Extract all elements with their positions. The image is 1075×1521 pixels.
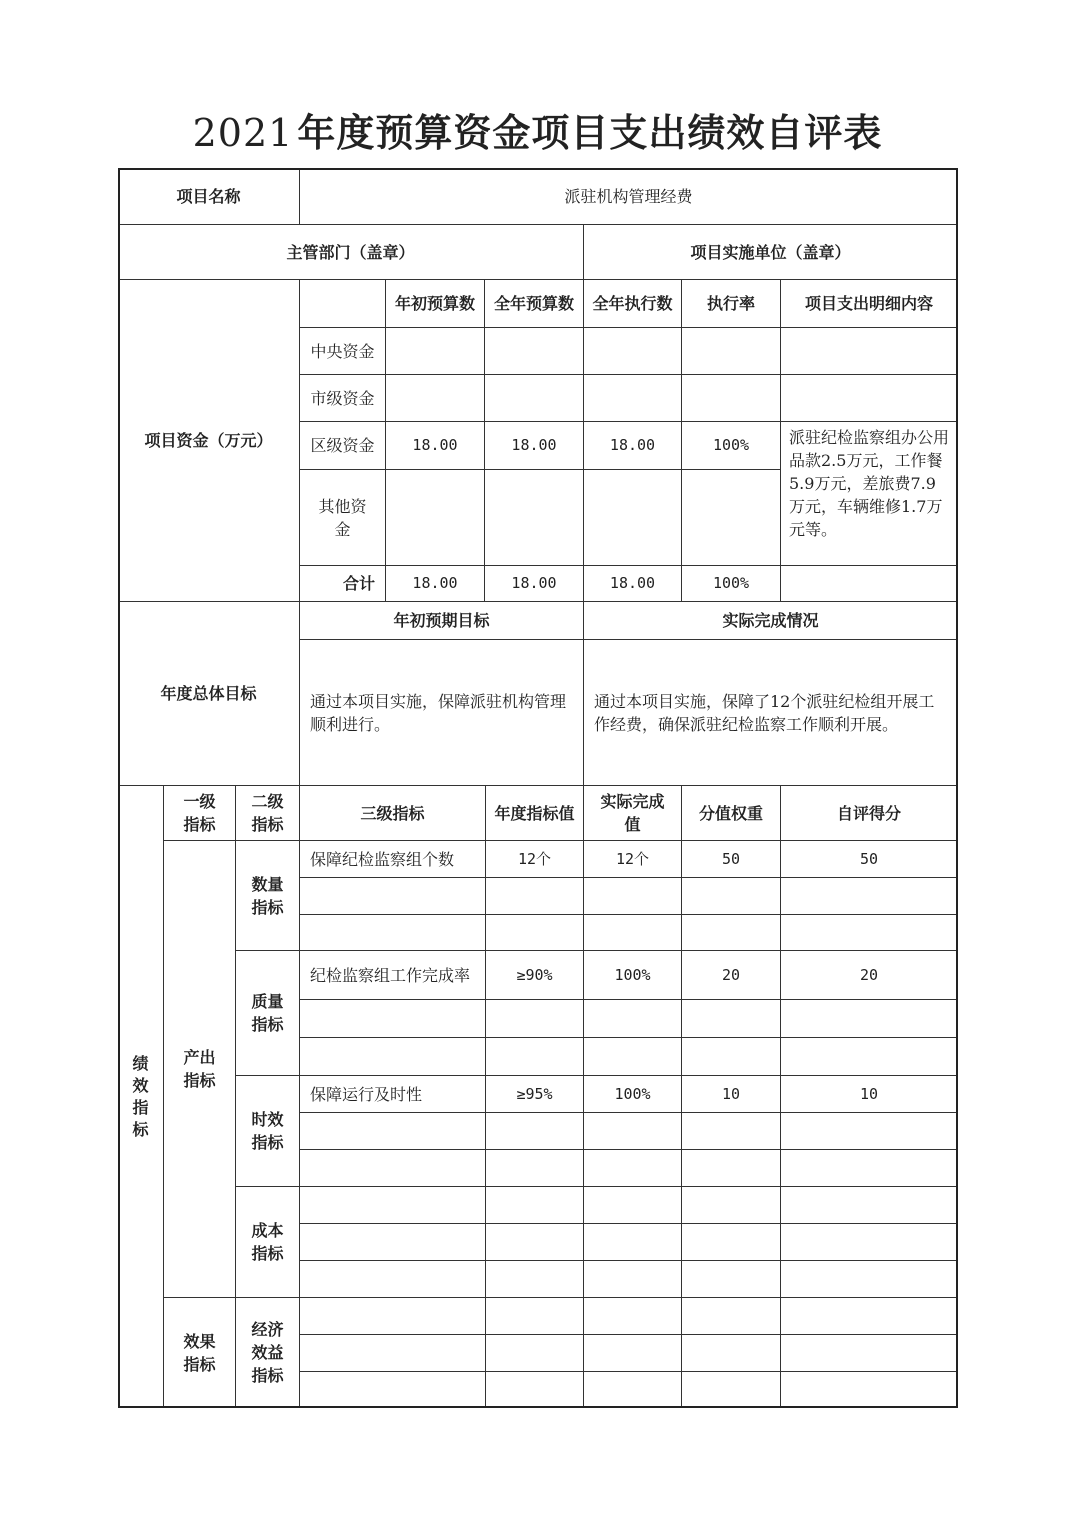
- funds-header-blank: [300, 280, 386, 328]
- funds-header-detail: 项目支出明细内容: [781, 280, 958, 328]
- fund-row-rate: [682, 470, 781, 566]
- empty-indicator-cell: [486, 1113, 584, 1150]
- indicator-weight: 10: [682, 1076, 781, 1113]
- empty-indicator-cell: [300, 878, 486, 915]
- indicator-score: 10: [781, 1076, 958, 1113]
- empty-indicator-cell: [682, 915, 781, 951]
- empty-indicator-cell: [486, 878, 584, 915]
- empty-indicator-cell: [584, 1372, 682, 1408]
- empty-indicator-cell: [682, 1150, 781, 1187]
- empty-indicator-cell: [486, 1335, 584, 1372]
- level2-cost: 成本指标: [236, 1187, 300, 1298]
- total-initial: 18.00: [386, 566, 485, 602]
- indicator-target: ≥95%: [486, 1076, 584, 1113]
- indicator-weight: 50: [682, 841, 781, 878]
- empty-indicator-cell: [486, 1187, 584, 1224]
- empty-indicator-cell: [486, 1261, 584, 1298]
- empty-indicator-cell: [300, 915, 486, 951]
- empty-indicator-cell: [486, 1150, 584, 1187]
- empty-indicator-cell: [486, 1000, 584, 1038]
- fund-row-name: 中央资金: [300, 328, 386, 375]
- empty-indicator-cell: [486, 1372, 584, 1408]
- fund-row-rate: 100%: [682, 422, 781, 470]
- indicator-actual: 100%: [584, 1076, 682, 1113]
- indicator-name: 保障纪检监察组个数: [300, 841, 486, 878]
- empty-indicator-cell: [781, 1000, 958, 1038]
- perf-header-actual: 实际完成值: [584, 786, 682, 841]
- fund-row-annual: [485, 328, 584, 375]
- level1-effect: 效果指标: [164, 1298, 236, 1408]
- funds-header-initial: 年初预算数: [386, 280, 485, 328]
- annual-goal-label: 年度总体目标: [118, 602, 300, 786]
- empty-indicator-cell: [300, 1113, 486, 1150]
- perf-header-weight: 分值权重: [682, 786, 781, 841]
- fund-row-annual: 18.00: [485, 422, 584, 470]
- empty-indicator-cell: [584, 1150, 682, 1187]
- fund-detail-content: 派驻纪检监察组办公用品款2.5万元，工作餐5.9万元，差旅费7.9万元，车辆维修1.7万元等。: [781, 422, 958, 566]
- indicator-weight: 20: [682, 951, 781, 1000]
- empty-indicator-cell: [584, 1224, 682, 1261]
- funds-header-executed: 全年执行数: [584, 280, 682, 328]
- impl-unit-label: 项目实施单位（盖章）: [584, 225, 958, 280]
- empty-indicator-cell: [300, 1000, 486, 1038]
- empty-indicator-cell: [682, 1298, 781, 1335]
- level1-output: 产出指标: [164, 841, 236, 1298]
- empty-indicator-cell: [300, 1150, 486, 1187]
- empty-indicator-cell: [486, 1298, 584, 1335]
- goal-expected-label: 年初预期目标: [300, 602, 584, 640]
- goal-actual-label: 实际完成情况: [584, 602, 958, 640]
- empty-indicator-cell: [486, 1224, 584, 1261]
- total-detail: [781, 566, 958, 602]
- empty-indicator-cell: [486, 915, 584, 951]
- fund-row-rate: [682, 328, 781, 375]
- total-label: 合计: [300, 566, 386, 602]
- empty-indicator-cell: [781, 1038, 958, 1076]
- empty-indicator-cell: [682, 1113, 781, 1150]
- indicator-name: 保障运行及时性: [300, 1076, 486, 1113]
- goal-actual-text: 通过本项目实施，保障了12个派驻纪检组开展工作经费，确保派驻纪检监察工作顺利开展。: [584, 640, 958, 786]
- fund-row-name: 其他资金: [300, 470, 386, 566]
- indicator-target: 12个: [486, 841, 584, 878]
- empty-indicator-cell: [584, 915, 682, 951]
- funds-label: 项目资金（万元）: [118, 280, 300, 602]
- project-name-value: 派驻机构管理经费: [300, 168, 958, 225]
- empty-indicator-cell: [682, 1000, 781, 1038]
- empty-indicator-cell: [781, 1298, 958, 1335]
- empty-indicator-cell: [682, 1187, 781, 1224]
- empty-indicator-cell: [584, 1187, 682, 1224]
- indicator-name: 纪检监察组工作完成率: [300, 951, 486, 1000]
- empty-indicator-cell: [584, 1038, 682, 1076]
- empty-indicator-cell: [584, 878, 682, 915]
- level2-economic: 经济效益指标: [236, 1298, 300, 1408]
- empty-indicator-cell: [781, 878, 958, 915]
- fund-row-executed: 18.00: [584, 422, 682, 470]
- empty-indicator-cell: [300, 1335, 486, 1372]
- indicator-actual: 100%: [584, 951, 682, 1000]
- perf-indicators-label: [118, 786, 164, 1408]
- empty-indicator-cell: [682, 1372, 781, 1408]
- empty-indicator-cell: [682, 1038, 781, 1076]
- empty-indicator-cell: [682, 1224, 781, 1261]
- empty-indicator-cell: [584, 1261, 682, 1298]
- fund-row-executed: [584, 375, 682, 422]
- empty-indicator-cell: [682, 1261, 781, 1298]
- total-executed: 18.00: [584, 566, 682, 602]
- empty-indicator-cell: [584, 1000, 682, 1038]
- dept-label: 主管部门（盖章）: [118, 225, 584, 280]
- empty-indicator-cell: [682, 878, 781, 915]
- empty-indicator-cell: [300, 1372, 486, 1408]
- perf-header-level2: 二级指标: [236, 786, 300, 841]
- fund-row-executed: [584, 328, 682, 375]
- empty-indicator-cell: [781, 915, 958, 951]
- empty-indicator-cell: [781, 1372, 958, 1408]
- perf-header-target: 年度指标值: [486, 786, 584, 841]
- level2-timeliness: 时效指标: [236, 1076, 300, 1187]
- empty-indicator-cell: [781, 1113, 958, 1150]
- perf-header-score: 自评得分: [781, 786, 958, 841]
- fund-row-initial: [386, 470, 485, 566]
- empty-indicator-cell: [300, 1224, 486, 1261]
- goal-expected-text: 通过本项目实施，保障派驻机构管理顺利进行。: [300, 640, 584, 786]
- empty-indicator-cell: [781, 1150, 958, 1187]
- fund-row-initial: [386, 375, 485, 422]
- indicator-score: 20: [781, 951, 958, 1000]
- title-text: 年度预算资金项目支出绩效自评表: [297, 110, 883, 155]
- perf-header-level1: 一级指标: [164, 786, 236, 841]
- indicator-actual: 12个: [584, 841, 682, 878]
- fund-row-rate: [682, 375, 781, 422]
- empty-indicator-cell: [584, 1113, 682, 1150]
- fund-row-detail: [781, 328, 958, 375]
- indicator-score: 50: [781, 841, 958, 878]
- indicator-target: ≥90%: [486, 951, 584, 1000]
- empty-indicator-cell: [781, 1261, 958, 1298]
- empty-indicator-cell: [781, 1187, 958, 1224]
- empty-indicator-cell: [486, 1038, 584, 1076]
- fund-row-initial: [386, 328, 485, 375]
- fund-row-annual: [485, 375, 584, 422]
- empty-indicator-cell: [682, 1335, 781, 1372]
- level2-quality: 质量指标: [236, 951, 300, 1076]
- empty-indicator-cell: [781, 1224, 958, 1261]
- perf-indicators-text: 绩效指标: [132, 1053, 149, 1139]
- funds-header-rate: 执行率: [682, 280, 781, 328]
- fund-row-detail: [781, 375, 958, 422]
- empty-indicator-cell: [584, 1298, 682, 1335]
- fund-row-initial: 18.00: [386, 422, 485, 470]
- total-rate: 100%: [682, 566, 781, 602]
- level2-quantity: 数量指标: [236, 841, 300, 951]
- title-year: 2021: [192, 111, 294, 155]
- fund-row-annual: [485, 470, 584, 566]
- empty-indicator-cell: [300, 1298, 486, 1335]
- empty-indicator-cell: [300, 1261, 486, 1298]
- total-annual: 18.00: [485, 566, 584, 602]
- empty-indicator-cell: [781, 1335, 958, 1372]
- perf-header-level3: 三级指标: [300, 786, 486, 841]
- fund-row-name: 市级资金: [300, 375, 386, 422]
- empty-indicator-cell: [300, 1038, 486, 1076]
- empty-indicator-cell: [584, 1335, 682, 1372]
- evaluation-table: [118, 168, 958, 1408]
- page-title: [0, 108, 1075, 158]
- empty-indicator-cell: [300, 1187, 486, 1224]
- fund-row-name: 区级资金: [300, 422, 386, 470]
- project-name-label: 项目名称: [118, 168, 300, 225]
- fund-row-executed: [584, 470, 682, 566]
- funds-header-annual: 全年预算数: [485, 280, 584, 328]
